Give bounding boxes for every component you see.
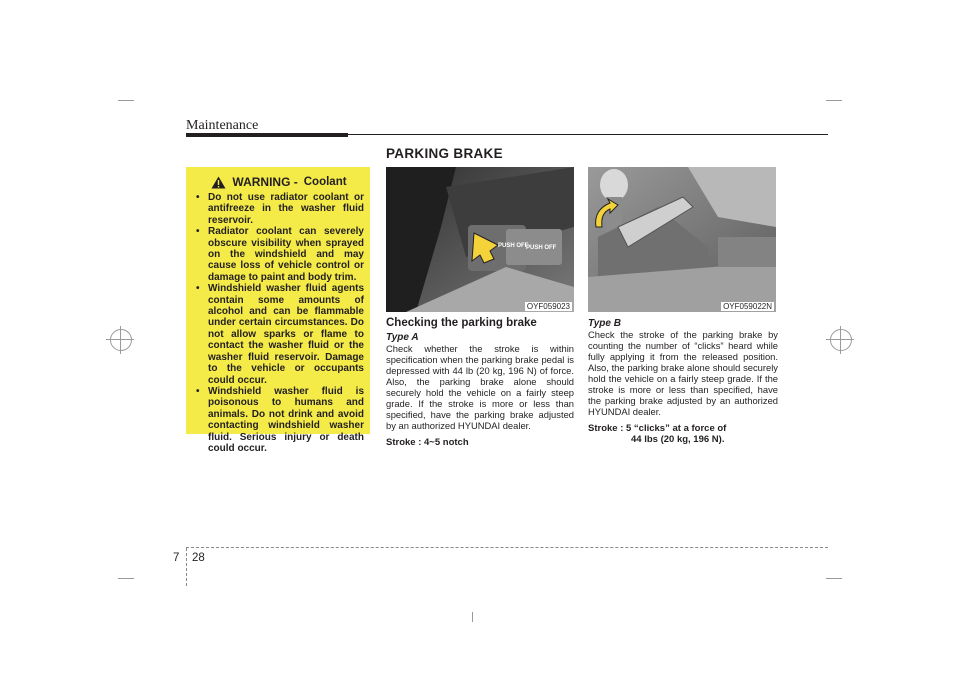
pedal-label-1: PUSH OFF (498, 243, 529, 249)
crop-mark (118, 578, 134, 579)
type-a-stroke: Stroke : 4~5 notch (386, 437, 469, 448)
figure-code: OYF059023 (526, 302, 570, 311)
check-heading: Checking the parking brake (386, 317, 537, 329)
warning-item: • Do not use radiator coolant or antifreeze in the washer fluid reservoir. (194, 192, 364, 226)
crop-mark (118, 100, 134, 101)
type-b-label: Type B (588, 318, 621, 329)
type-a-column (386, 318, 574, 448)
chapter-number: 7 (173, 552, 180, 564)
footer-rule (186, 547, 828, 548)
warning-label: WARNING - (232, 175, 298, 189)
warning-item: • Windshield washer fluid is poisonous to humans and animals. Do not drink and avoid contacting windshield washer fluid. Serious injury or death could occur. (194, 386, 364, 454)
type-b-stroke: Stroke : 5 “clicks” at a force of (588, 423, 727, 434)
type-b-body: Check the stroke of the parking brake by counting the number of “clicks” heard while fully applying it from the released position. Also, the parking brake alone should securely hold the vehicle on a fairly steep grade. If the stroke is more or less than specified, have the parking brake adjusted by an authorized HYUNDAI dealer. (588, 329, 778, 417)
type-b-stroke-cont: 44 lbs (20 kg, 196 N). (631, 434, 725, 445)
crop-mark (826, 100, 842, 101)
page-number: 28 (192, 552, 205, 564)
warning-heading (194, 175, 364, 189)
type-a-body: Check whether the stroke is within specification when the parking brake pedal is depressed with 44 lb (20 kg, 196 N) of force. Also, the parking brake alone should securely hold the vehicle on a fairly steep grade. If the stroke is more or less than specified, have the parking brake adjusted by an authorized HYUNDAI dealer. (386, 343, 574, 431)
warning-list (194, 192, 364, 454)
figure-parking-lever (588, 167, 776, 312)
warning-box (186, 167, 370, 454)
figure-code: OYF059022N (723, 302, 772, 311)
warning-subject: Coolant (303, 176, 347, 188)
crop-circle (830, 329, 852, 351)
warning-item: • Windshield washer fluid agents contain some amounts of alcohol and can be flammable under certain circumstances. Do not allow sparks or flame to contact the washer fluid or the washer fluid reservoir. Damage to the vehicle or occupants could occur. (194, 283, 364, 386)
footer-divider (186, 548, 187, 586)
type-b-column (588, 318, 778, 445)
warning-triangle-icon (211, 176, 226, 189)
figure-parking-pedal (386, 167, 574, 312)
type-a-label: Type A (386, 332, 419, 343)
parking-lever-illustration (588, 167, 776, 312)
crop-circle (110, 329, 132, 351)
section-title: PARKING BRAKE (386, 146, 503, 161)
crop-mark (472, 612, 473, 622)
crop-mark (826, 578, 842, 579)
running-header: Maintenance (186, 118, 259, 133)
parking-pedal-illustration (386, 167, 574, 312)
pedal-label-2: PUSH OFF (526, 245, 557, 251)
header-bar (186, 133, 348, 137)
warning-item: • Radiator coolant can severely obscure visibility when sprayed on the windshield and may cause loss of vehicle control or damage to paint and body trim. (194, 226, 364, 283)
